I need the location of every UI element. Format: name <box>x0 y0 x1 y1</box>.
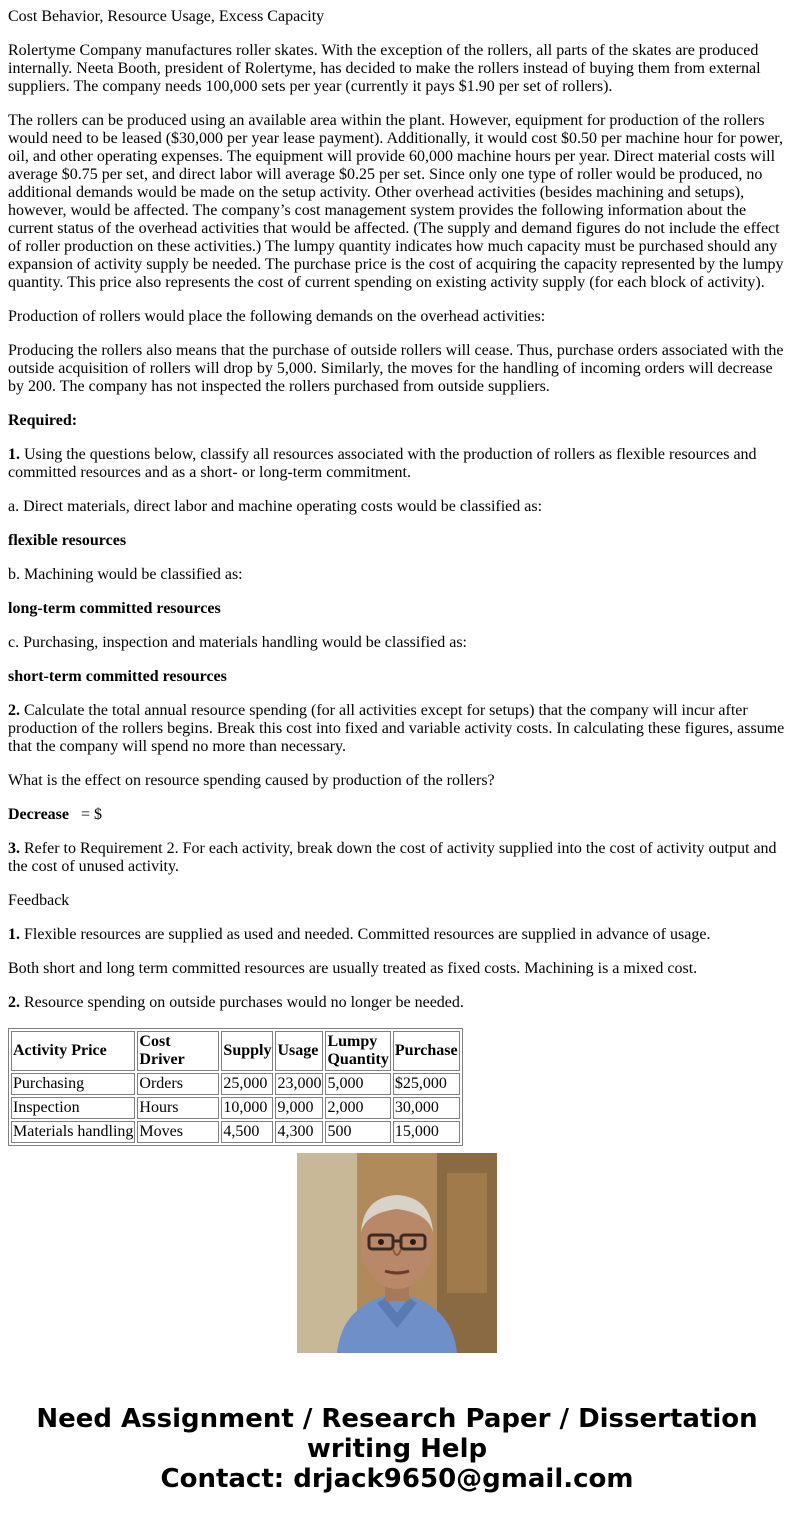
table-cell: 25,000 <box>221 1073 273 1095</box>
question-1a: a. Direct materials, direct labor and machine operating costs would be classified as: <box>8 498 543 515</box>
problem-paragraph: The rollers can be produced using an available area within the plant. However, equipment for production of the rollers would need to be leased ($30,000 per year lease payment). Additionally, it would cost $0.50 per machine hour for power, oil, and other operating expenses. The equipment will provide 60,000 machine hours per year. Direct material costs will average $0.75 per set, and direct labor will average $0.25 per set. Since only one type of roller would be produced, no additional demands would be made on the setup activity. Other overhead activities (besides machining and setups), however, would be affected. The company’s cost management system provides the following information about the current status of the overhead activities that would be affected. (The supply and demand figures do not include the effect of roller production on these activities.) The lumpy quantity indicates how much capacity must be purchased should any expansion of activity supply be needed. The purchase price is the cost of acquiring the capacity represented by the lumpy quantity. This price also represents the cost of current spending on existing activity supply (for each block of activity). <box>8 112 784 291</box>
question-number: 1. <box>8 446 20 463</box>
author-avatar <box>297 1153 497 1353</box>
table-cell: Purchasing <box>11 1073 135 1095</box>
demands-paragraph: Production of rollers would place the following demands on the overhead activities: <box>8 308 546 325</box>
table-row <box>11 1073 460 1095</box>
column-header: Activity Price <box>11 1031 135 1071</box>
table-header-row <box>11 1031 460 1071</box>
advertisement-banner <box>0 1404 794 1494</box>
portrait-image <box>297 1153 497 1353</box>
table-cell: 15,000 <box>393 1121 460 1143</box>
table-cell: Hours <box>137 1097 219 1119</box>
table-row <box>11 1121 460 1143</box>
feedback-heading: Feedback <box>8 892 70 909</box>
column-header: Purchase <box>393 1031 460 1071</box>
effect-answer-value: = $ <box>69 806 103 823</box>
table-cell: 10,000 <box>221 1097 273 1119</box>
table-cell: Moves <box>137 1121 219 1143</box>
question-number: 3. <box>8 840 20 857</box>
page-title: Cost Behavior, Resource Usage, Excess Capacity <box>8 8 325 25</box>
question-2 <box>8 702 786 756</box>
outside-purchase-paragraph: Producing the rollers also means that the purchase of outside rollers will cease. Thus, purchase orders associated with the outside acquisition of rollers will drop by 5,000. Similarly, the moves for the handling of incoming orders will decrease by 200. The company has not inspected the rollers purchased from outside suppliers. <box>8 342 784 395</box>
feedback-1b: Both short and long term committed resources are usually treated as fixed costs. Machining is a mixed cost. <box>8 960 698 977</box>
table-row <box>11 1097 460 1119</box>
question-text: Using the questions below, classify all resources associated with the production of rollers as flexible resources and committed resources and as a short- or long-term commitment. <box>8 446 757 481</box>
question-1 <box>8 446 786 482</box>
question-text: Refer to Requirement 2. For each activity, break down the cost of activity supplied into the cost of activity output and the cost of unused activity. <box>8 840 777 875</box>
table-cell: 5,000 <box>325 1073 390 1095</box>
column-header: Usage <box>275 1031 323 1071</box>
feedback-2 <box>8 994 786 1012</box>
feedback-text: Resource spending on outside purchases would no longer be needed. <box>20 994 464 1011</box>
question-text: Calculate the total annual resource spending (for all activities except for setups) that the company will incur after production of the rollers begins. Break this cost into fixed and variable activity costs. In calculating these figures, assume that the company will spend no more than necessary. <box>8 702 785 755</box>
effect-answer-label: Decrease <box>8 806 69 823</box>
table-cell: 23,000 <box>275 1073 323 1095</box>
activity-table <box>8 1028 463 1146</box>
answer-1c: short-term committed resources <box>8 668 227 685</box>
table-cell: 500 <box>325 1121 390 1143</box>
question-1b: b. Machining would be classified as: <box>8 566 243 583</box>
column-header: Supply <box>221 1031 273 1071</box>
question-3 <box>8 840 786 876</box>
question-1c: c. Purchasing, inspection and materials handling would be classified as: <box>8 634 467 651</box>
question-number: 2. <box>8 702 20 719</box>
table-cell: Materials handling <box>11 1121 135 1143</box>
feedback-text: Flexible resources are supplied as used and needed. Committed resources are supplied in advance of usage. <box>20 926 711 943</box>
answer-1b: long-term committed resources <box>8 600 221 617</box>
table-cell: Inspection <box>11 1097 135 1119</box>
intro-paragraph: Rolertyme Company manufactures roller skates. With the exception of the rollers, all parts of the skates are produced internally. Neeta Booth, president of Rolertyme, has decided to make the rollers instead of buying them from external suppliers. The company needs 100,000 sets per year (currently it pays $1.90 per set of rollers). <box>8 42 761 95</box>
effect-answer <box>8 806 786 824</box>
effect-question: What is the effect on resource spending caused by production of the rollers? <box>8 772 495 789</box>
feedback-1 <box>8 926 786 944</box>
feedback-number: 2. <box>8 994 20 1011</box>
table-cell: 2,000 <box>325 1097 390 1119</box>
ad-contact-line: Contact: drjack9650@gmail.com <box>160 1464 634 1494</box>
column-header: Lumpy Quantity <box>325 1031 390 1071</box>
table-cell: 4,500 <box>221 1121 273 1143</box>
table-cell: $25,000 <box>393 1073 460 1095</box>
ad-line-2: writing Help <box>306 1434 488 1464</box>
table-cell: 9,000 <box>275 1097 323 1119</box>
table-cell: 30,000 <box>393 1097 460 1119</box>
required-heading: Required: <box>8 412 78 429</box>
table-cell: Orders <box>137 1073 219 1095</box>
column-header: Cost Driver <box>137 1031 219 1071</box>
table-cell: 4,300 <box>275 1121 323 1143</box>
document-body <box>8 0 786 1140</box>
ad-line-1: Need Assignment / Research Paper / Dissertation <box>36 1404 758 1434</box>
activity-table-container <box>8 1028 478 1140</box>
answer-1a: flexible resources <box>8 532 127 549</box>
feedback-number: 1. <box>8 926 20 943</box>
